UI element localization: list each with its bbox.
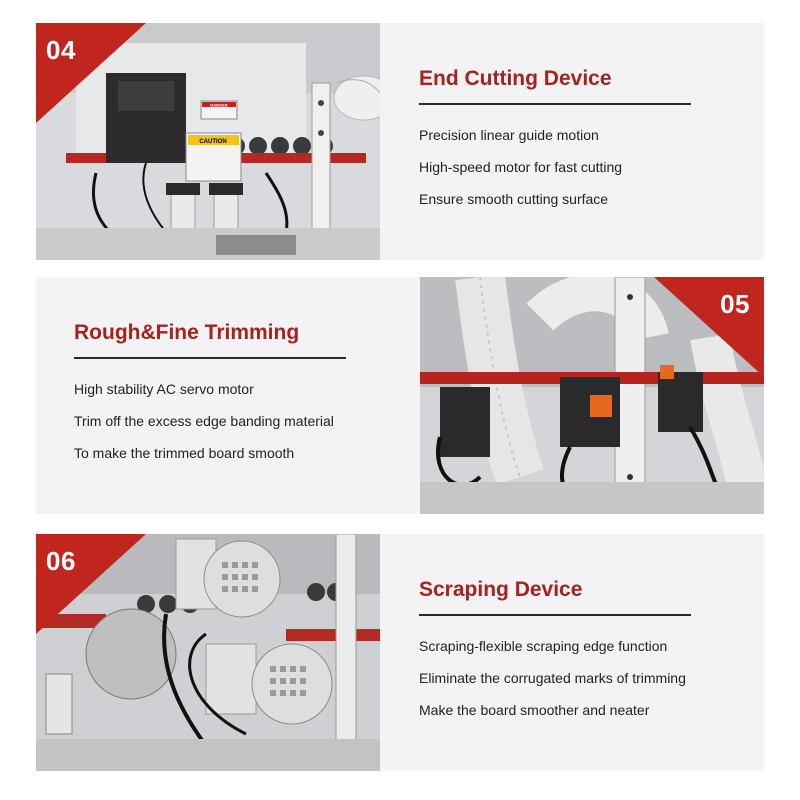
end-cutting-text — [419, 67, 691, 221]
caution-label: CAUTION — [199, 139, 227, 145]
section-number: 04 — [46, 35, 76, 65]
feature-item: High stability AC servo motor — [74, 381, 254, 397]
feature-item: Scraping-flexible scraping edge function — [419, 638, 668, 654]
feature-item: Eliminate the corrugated marks of trimming — [419, 670, 686, 686]
section-title: End Cutting Device — [419, 67, 612, 90]
title-underline — [419, 614, 691, 616]
title-underline — [74, 357, 346, 359]
section-title: Rough&Fine Trimming — [74, 321, 300, 344]
feature-list — [74, 379, 346, 475]
feature-list — [419, 125, 691, 221]
section-number: 05 — [720, 289, 750, 319]
feature-list — [419, 636, 691, 732]
section-title: Scraping Device — [419, 578, 583, 601]
section-06-badge — [36, 534, 146, 634]
section-trimming — [36, 277, 764, 514]
section-scraping — [36, 534, 764, 771]
title-underline — [419, 103, 691, 105]
scraping-text — [419, 578, 691, 732]
section-end-cutting — [36, 23, 764, 260]
feature-item: Ensure smooth cutting surface — [419, 191, 609, 207]
section-04-badge — [36, 23, 146, 123]
feature-item: Trim off the excess edge banding material — [74, 413, 334, 429]
feature-item: Precision linear guide motion — [419, 127, 599, 143]
danger-label: DANGER — [210, 102, 228, 108]
feature-item: High-speed motor for fast cutting — [419, 159, 623, 175]
feature-item: To make the trimmed board smooth — [74, 445, 295, 461]
feature-item: Make the board smoother and neater — [419, 702, 650, 718]
section-number: 06 — [46, 546, 76, 576]
trimming-text — [74, 321, 346, 475]
section-05-badge — [654, 277, 764, 377]
